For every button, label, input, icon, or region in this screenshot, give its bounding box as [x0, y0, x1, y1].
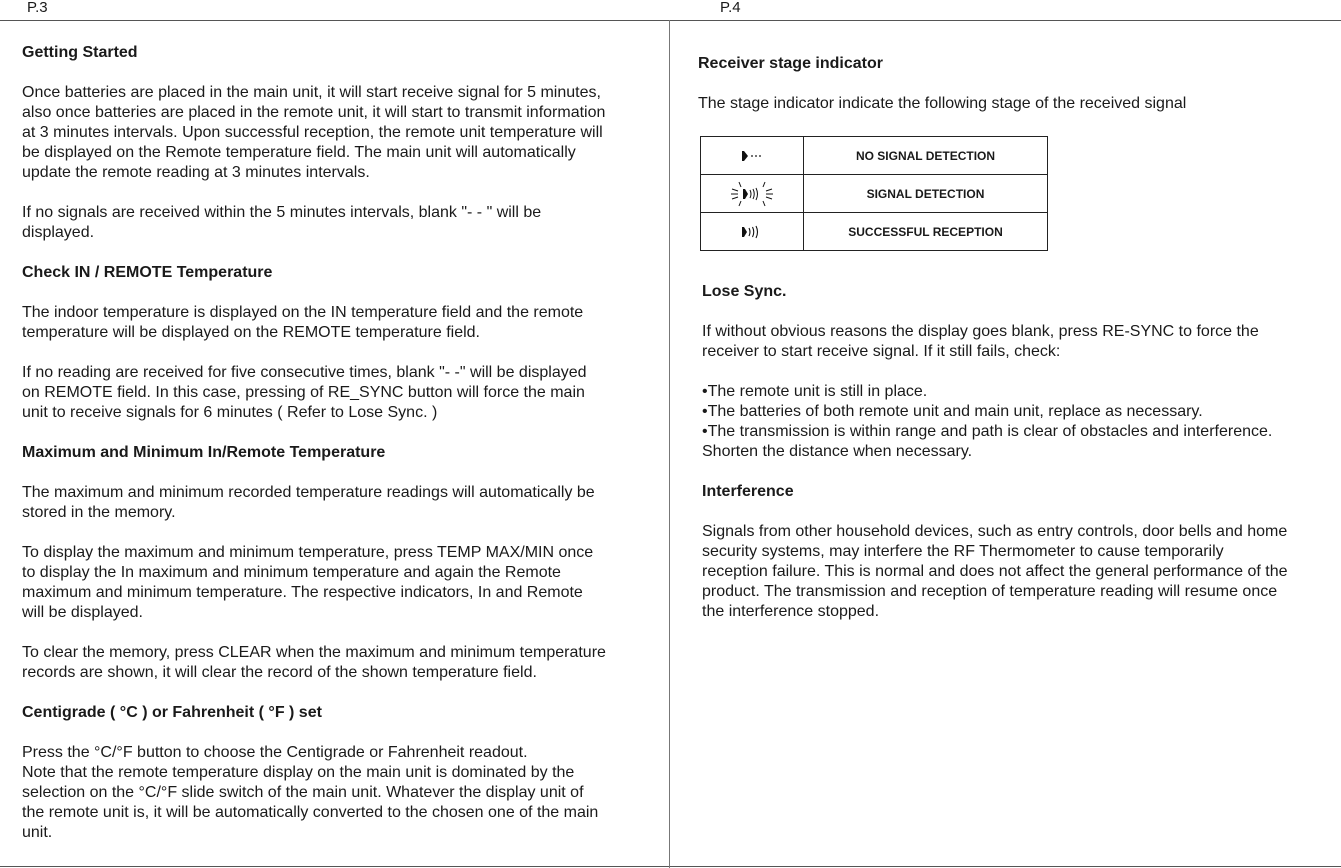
table-cell: SUCCESSFUL RECEPTION	[804, 213, 1048, 251]
no-signal-icon	[740, 149, 764, 163]
paragraph: If without obvious reasons the display goes blank, press RE-SYNC to force the receiver to start receive signal. If it still fails, check:	[702, 323, 1259, 360]
page-number-left: P.3	[27, 0, 48, 16]
heading-units: Centigrade ( °C ) or Fahrenheit ( °F ) set	[22, 704, 322, 721]
column-divider	[669, 20, 670, 868]
table-row	[701, 175, 1048, 213]
table-cell: SIGNAL DETECTION	[804, 175, 1048, 213]
right-lower-column	[702, 282, 1337, 622]
list-item: •The batteries of both remote unit and main unit, replace as necessary.	[702, 403, 1203, 420]
paragraph: To clear the memory, press CLEAR when the maximum and minimum temperature records are shown, it will clear the record of the shown temperature field.	[22, 644, 606, 681]
heading-interference: Interference	[702, 483, 794, 500]
top-rule	[0, 20, 1341, 21]
receiver-intro: The stage indicator indicate the following stage of the received signal	[698, 95, 1187, 112]
paragraph: Signals from other household devices, such as entry controls, door bells and home security systems, may interfere the RF Thermometer to cause temporarily reception failure. This is normal and does not affect the general performance of the product. The transmission and reception of temperature reading will resume once the interference stopped.	[702, 523, 1288, 620]
left-column	[22, 43, 662, 843]
table-cell	[701, 175, 804, 213]
table-cell	[701, 137, 804, 175]
reception-icon	[740, 224, 764, 240]
paragraph: If no reading are received for five consecutive times, blank "- -" will be displayed on REMOTE field. In this case, pressing of RE_SYNC button will force the main unit to receive signals for 6 minutes ( Refer to Lose Sync. )	[22, 364, 587, 421]
list-item: •The remote unit is still in place.	[702, 383, 928, 400]
paragraph: Once batteries are placed in the main unit, it will start receive signal for 5 minutes, also once batteries are placed in the remote unit, it will start to transmit information at 3 minutes intervals. Upon successful reception, the remote unit temperature will be displayed on the Remote temperature field. The main unit will automatically update the remote reading at 3 minutes intervals.	[22, 84, 606, 181]
list-item: •The transmission is within range and path is clear of obstacles and interference.	[702, 423, 1273, 440]
table-cell	[701, 213, 804, 251]
receiver-section	[698, 54, 1328, 114]
paragraph: The indoor temperature is displayed on the IN temperature field and the remote temperature will be displayed on the REMOTE temperature field.	[22, 304, 584, 341]
paragraph: To display the maximum and minimum temperature, press TEMP MAX/MIN once to display the In maximum and minimum temperature and again the Remote maximum and minimum temperature. The respective indicators, In and Remote will be displayed.	[22, 544, 594, 621]
list-item: Shorten the distance when necessary.	[702, 443, 973, 460]
heading-max-min: Maximum and Minimum In/Remote Temperature	[22, 444, 386, 461]
table-row	[701, 213, 1048, 251]
signal-detect-icon	[730, 180, 774, 208]
paragraph: Press the °C/°F button to choose the Centigrade or Fahrenheit readout. Note that the remote temperature display on the main unit is dominated by the selection on the °C/°F slide switch of the main unit. Whatever the display unit of the remote unit is, it will be automatically converted to the chosen one of the main unit.	[22, 744, 599, 841]
bottom-rule	[0, 866, 1341, 867]
heading-getting-started: Getting Started	[22, 44, 138, 61]
heading-check-temperature: Check IN / REMOTE Temperature	[22, 264, 273, 281]
stage-indicator-table	[700, 136, 1048, 251]
table-cell: NO SIGNAL DETECTION	[804, 137, 1048, 175]
heading-lose-sync: Lose Sync.	[702, 283, 787, 300]
paragraph: If no signals are received within the 5 minutes intervals, blank "- - " will be displayed.	[22, 204, 542, 241]
page-number-right: P.4	[720, 0, 741, 16]
table-row	[701, 137, 1048, 175]
heading-receiver-stage: Receiver stage indicator	[698, 55, 883, 72]
bullet-list	[702, 382, 1337, 462]
paragraph: The maximum and minimum recorded temperature readings will automatically be stored in the memory.	[22, 484, 595, 521]
